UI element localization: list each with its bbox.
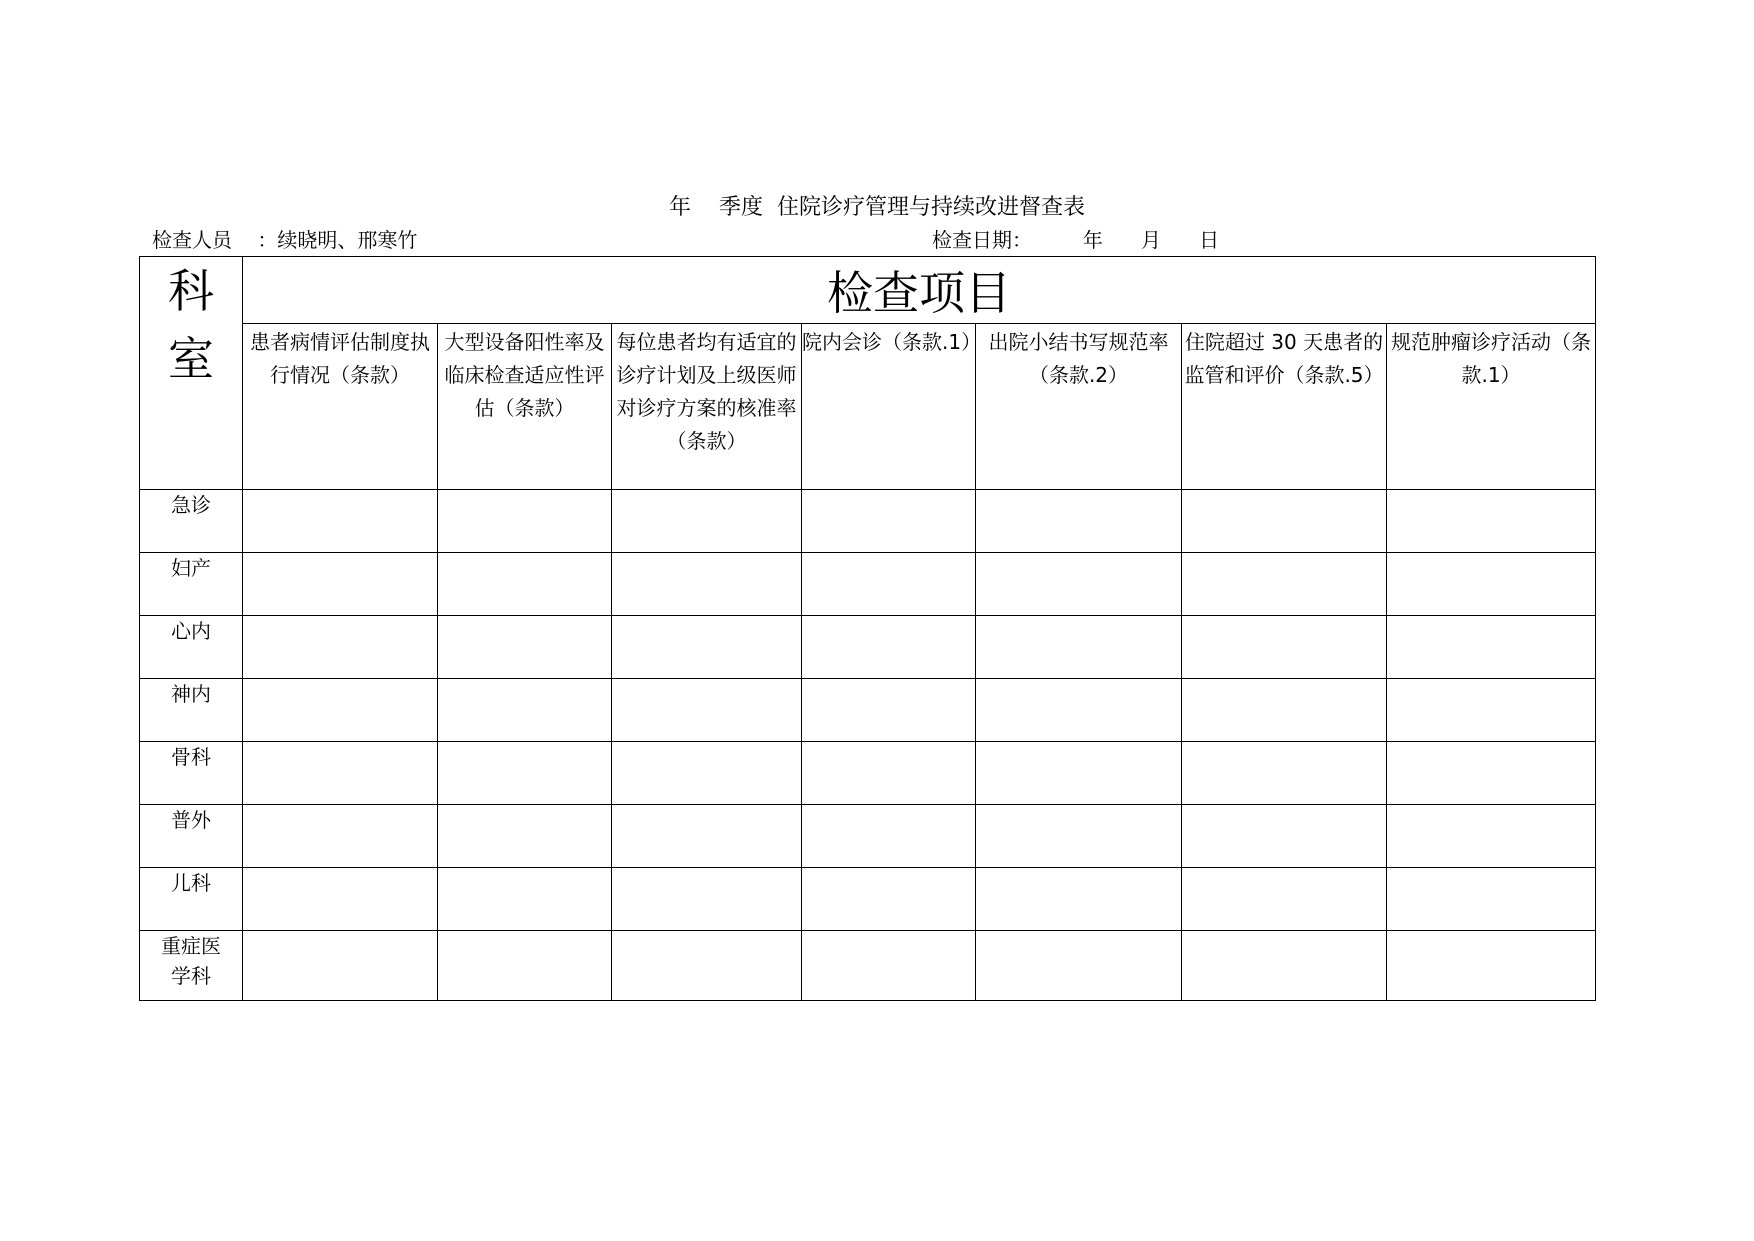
entry-cell[interactable] — [612, 742, 802, 805]
entry-cell[interactable] — [438, 868, 612, 931]
entry-cell[interactable] — [1182, 616, 1387, 679]
entry-cell[interactable] — [612, 931, 802, 1001]
entry-cell[interactable] — [612, 805, 802, 868]
column-header-row — [140, 324, 1596, 490]
entry-cell[interactable] — [438, 931, 612, 1001]
page-title: 年 季度 住院诊疗管理与持续改进督查表 — [669, 195, 1085, 220]
entry-cell[interactable] — [802, 490, 976, 553]
entry-cell[interactable] — [802, 931, 976, 1001]
table-row — [140, 616, 1596, 679]
inspector-line: 检查人员 ：续晓明、邢寒竹 — [152, 228, 418, 252]
dept-name: 骨科 — [140, 742, 243, 805]
entry-cell[interactable] — [243, 931, 438, 1001]
entry-cell[interactable] — [438, 679, 612, 742]
col-header-treatment-plan: 每位患者均有适宜的诊疗计划及上级医师对诊疗方案的核准率（条款） — [612, 324, 802, 490]
entry-cell[interactable] — [976, 616, 1182, 679]
table-header-row — [140, 257, 1596, 324]
table-row — [140, 679, 1596, 742]
entry-cell[interactable] — [1182, 805, 1387, 868]
entry-cell[interactable] — [1387, 490, 1596, 553]
entry-cell[interactable] — [612, 868, 802, 931]
col-header-long-stay-monitoring: 住院超过 30 天患者的监管和评价（条款.5） — [1182, 324, 1387, 490]
entry-cell[interactable] — [1387, 742, 1596, 805]
entry-cell[interactable] — [976, 742, 1182, 805]
entry-cell[interactable] — [802, 742, 976, 805]
entry-cell[interactable] — [802, 616, 976, 679]
col-header-condition-assessment: 患者病情评估制度执行情况（条款） — [243, 324, 438, 490]
col-header-consultation: 院内会诊（条款.1） — [802, 324, 976, 490]
entry-cell[interactable] — [1387, 616, 1596, 679]
entry-cell[interactable] — [612, 616, 802, 679]
entry-cell[interactable] — [438, 616, 612, 679]
table-row — [140, 553, 1596, 616]
table-row — [140, 490, 1596, 553]
entry-cell[interactable] — [1387, 805, 1596, 868]
entry-cell[interactable] — [1182, 679, 1387, 742]
entry-cell[interactable] — [438, 805, 612, 868]
entry-cell[interactable] — [243, 679, 438, 742]
entry-cell[interactable] — [438, 553, 612, 616]
dept-name: 重症医学科 — [140, 931, 243, 1001]
entry-cell[interactable] — [1182, 931, 1387, 1001]
inspection-table — [139, 256, 1596, 1001]
dept-name: 普外 — [140, 805, 243, 868]
dept-name: 急诊 — [140, 490, 243, 553]
entry-cell[interactable] — [802, 805, 976, 868]
entry-cell[interactable] — [802, 679, 976, 742]
col-header-equipment-positive-rate: 大型设备阳性率及临床检查适应性评估（条款） — [438, 324, 612, 490]
inspection-items-header: 检查项目 — [243, 257, 1596, 324]
entry-cell[interactable] — [802, 553, 976, 616]
entry-cell[interactable] — [243, 553, 438, 616]
entry-cell[interactable] — [438, 742, 612, 805]
entry-cell[interactable] — [976, 931, 1182, 1001]
dept-name: 妇产 — [140, 553, 243, 616]
entry-cell[interactable] — [976, 868, 1182, 931]
inspection-date-line: 检查日期： 年 月 日 — [932, 228, 1220, 252]
entry-cell[interactable] — [1182, 868, 1387, 931]
table-row — [140, 931, 1596, 1001]
entry-cell[interactable] — [976, 679, 1182, 742]
entry-cell[interactable] — [976, 490, 1182, 553]
entry-cell[interactable] — [438, 490, 612, 553]
entry-cell[interactable] — [1387, 553, 1596, 616]
entry-cell[interactable] — [612, 490, 802, 553]
entry-cell[interactable] — [1182, 742, 1387, 805]
entry-cell[interactable] — [976, 805, 1182, 868]
entry-cell[interactable] — [612, 679, 802, 742]
entry-cell[interactable] — [1182, 490, 1387, 553]
entry-cell[interactable] — [243, 616, 438, 679]
entry-cell[interactable] — [1387, 868, 1596, 931]
entry-cell[interactable] — [1387, 679, 1596, 742]
entry-cell[interactable] — [243, 805, 438, 868]
entry-cell[interactable] — [976, 553, 1182, 616]
entry-cell[interactable] — [243, 868, 438, 931]
dept-column-header — [140, 257, 243, 490]
col-header-tumor-treatment: 规范肿瘤诊疗活动（条款.1） — [1387, 324, 1596, 490]
dept-name: 心内 — [140, 616, 243, 679]
table-row — [140, 868, 1596, 931]
col-header-discharge-summary: 出院小结书写规范率（条款.2） — [976, 324, 1182, 490]
entry-cell[interactable] — [1182, 553, 1387, 616]
entry-cell[interactable] — [243, 490, 438, 553]
entry-cell[interactable] — [802, 868, 976, 931]
table-row — [140, 742, 1596, 805]
dept-name: 神内 — [140, 679, 243, 742]
table-row — [140, 805, 1596, 868]
entry-cell[interactable] — [612, 553, 802, 616]
entry-cell[interactable] — [1387, 931, 1596, 1001]
dept-header-label: 科 室 — [168, 264, 214, 386]
dept-name: 儿科 — [140, 868, 243, 931]
entry-cell[interactable] — [243, 742, 438, 805]
